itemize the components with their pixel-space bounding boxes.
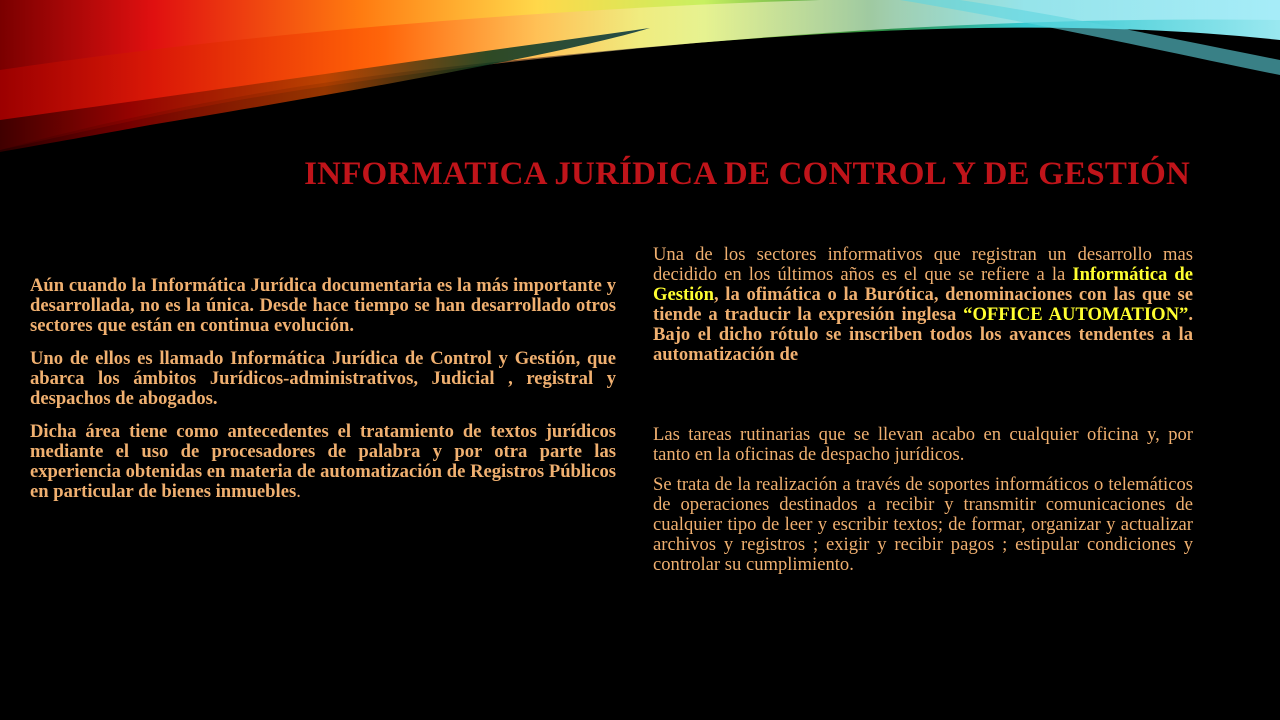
slide-title: INFORMATICA JURÍDICA DE CONTROL Y DE GESTIÓN <box>304 156 1190 192</box>
right-p1-highlight-gestion: Informática de Gestión <box>653 264 1193 305</box>
left-paragraph-3-end: . <box>296 481 301 502</box>
left-paragraph-1: Aún cuando la Informática Jurídica documentaria es la más importante y desarrollada, no es la única. Desde hace tiempo se han desarrollado otros sectores que están en continua evolución. <box>30 275 616 336</box>
left-column <box>30 276 616 515</box>
right-p1-text-e: . Bajo el dicho rótulo se inscriben todos los avances tendentes a la automatización de <box>653 304 1193 365</box>
left-paragraph-3 <box>30 422 616 502</box>
right-p1-text-c: , la ofimática o la Burótica, denominaciones con las que se tiende a traducir la expresión inglesa <box>653 284 1193 325</box>
right-column <box>653 245 1193 585</box>
right-p1-text-a: Una de los sectores informativos que registran un desarrollo mas decidido en los últimos años es el que se refiere a la <box>653 244 1193 285</box>
paragraph-gap <box>653 375 1193 425</box>
right-paragraph-3: Se trata de la realización a través de soportes informáticos o telemáticos de operaciones destinados a recibir y transmitir comunicaciones de cualquier tipo de leer y escribir textos; de formar, organizar y actualizar archivos y registros ; exigir y recibir pagos ; estipular condiciones y controlar su cumplimiento. <box>653 474 1193 575</box>
right-paragraph-1 <box>653 245 1193 365</box>
left-paragraph-3-text: Dicha área tiene como antecedentes el tratamiento de textos jurídicos mediante el uso de procesadores de palabra y por otra parte las experiencia obtenidas en materia de automatización de Registros Públicos en particular de bienes inmuebles <box>30 421 616 502</box>
decorative-swoosh <box>0 0 1280 160</box>
right-p1-highlight-office-automation: “OFFICE AUTOMATION” <box>963 304 1189 325</box>
right-paragraph-2: Las tareas rutinarias que se llevan acabo en cualquier oficina y, por tanto en la oficinas de despacho jurídicos. <box>653 424 1193 465</box>
left-paragraph-2: Uno de ellos es llamado Informática Jurídica de Control y Gestión, que abarca los ámbitos Jurídicos-administrativos, Judicial , registral y despachos de abogados. <box>30 348 616 409</box>
